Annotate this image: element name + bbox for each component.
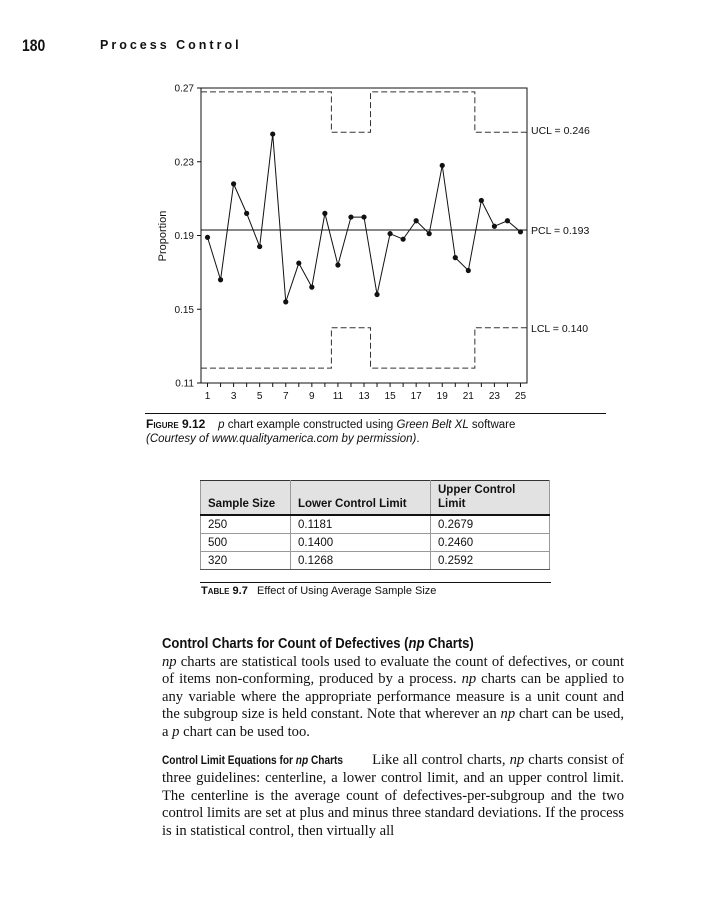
text-run: charts are statistical tools used to evaluate the count of defectives, or count of items non-conforming, produced by a process. [162, 654, 624, 688]
table-row [201, 534, 550, 552]
data-point [387, 231, 392, 236]
y-tick-label: 0.11 [175, 378, 194, 390]
x-tick-label: 11 [332, 391, 344, 402]
control-limits [201, 92, 527, 368]
lcl-annotation: LCL = 0.140 [531, 323, 589, 335]
table-cell: 0.2679 [431, 515, 550, 534]
table-header-row [201, 481, 550, 516]
table-cell: 0.2460 [431, 534, 550, 552]
data-series [205, 131, 523, 304]
data-point [296, 261, 301, 266]
text-np: np [500, 706, 516, 723]
data-point [231, 181, 236, 186]
x-tick-label: 15 [384, 391, 396, 402]
figure-caption-software: Green Belt XL [396, 419, 469, 431]
y-axis [175, 84, 201, 390]
data-point [348, 214, 353, 219]
runin-heading [162, 753, 343, 770]
text-run: charts can be applied to any variable where the appropriate performance measure is a unit count and the subgroup size is held constant. Note that wherever an [162, 671, 625, 723]
data-point [309, 285, 314, 290]
runin-a: Control Limit Equations for [162, 755, 296, 767]
data-point [518, 229, 523, 234]
data-point [479, 198, 484, 203]
figure-caption-end: software [468, 419, 516, 431]
control-limit-table [200, 480, 550, 570]
table-rule [200, 582, 551, 583]
figure-label: Figure 9.12 [146, 417, 206, 431]
table-cell: 250 [201, 515, 291, 534]
data-point [218, 277, 223, 282]
y-tick-label: 0.19 [174, 231, 194, 242]
table-cell: 0.1400 [291, 534, 431, 552]
table-caption-text: Effect of Using Average Sample Size [257, 585, 437, 597]
pcl-annotation: PCL = 0.193 [531, 225, 590, 237]
data-point [244, 211, 249, 216]
ucl-annotation: UCL = 0.246 [531, 125, 590, 137]
figure-credit-end: . [416, 433, 420, 445]
data-point [492, 224, 497, 229]
x-tick-label: 7 [282, 391, 289, 402]
table-cell: 0.1268 [291, 552, 431, 570]
text-run: charts consist of three guidelines: centerline, a lower control limit, and an upper control limit. The centerline is the average count of defectives-per-subgroup and the two control limits are set at plus and minus three standard deviations. If the process is in statistical control, then virtually all [162, 752, 624, 839]
table-cell: 320 [201, 552, 291, 570]
figure-caption-mid: chart example constructed using [224, 419, 397, 431]
lcl-line [201, 328, 527, 368]
data-point [361, 214, 366, 219]
x-tick-label: 21 [462, 391, 474, 402]
text-np: np [509, 752, 525, 768]
x-tick-label: 5 [256, 391, 263, 402]
data-point [322, 211, 327, 216]
text-run: chart can be used, a [162, 706, 625, 740]
x-tick-label: 25 [514, 391, 527, 402]
data-point [270, 131, 275, 136]
x-tick-label: 1 [204, 391, 211, 402]
text-run: Like all control charts, [372, 752, 510, 768]
data-point [374, 292, 379, 297]
y-tick-label: 0.27 [174, 83, 194, 95]
table-label: Table 9.7 [201, 585, 248, 597]
data-point [427, 231, 432, 236]
data-point [414, 218, 419, 223]
data-point [453, 255, 458, 260]
data-point [257, 244, 262, 249]
header-ucl: Upper Control Limit [431, 481, 550, 516]
paragraph-np-intro [162, 654, 624, 741]
data-point [335, 262, 340, 267]
table-cell: 0.2592 [431, 552, 550, 570]
data-point [205, 235, 210, 240]
figure-credit: (Courtesy of www.qualityamerica.com by permission) [146, 433, 417, 445]
text-np: np [461, 671, 477, 688]
x-tick-label: 9 [309, 391, 315, 402]
data-point [466, 268, 471, 273]
section-heading-a: Control Charts for Count of Defectives ( [162, 636, 409, 652]
data-point [401, 237, 406, 242]
y-tick-label: 0.23 [174, 157, 194, 169]
figure-rule [145, 413, 606, 414]
header-lcl: Lower Control Limit [291, 481, 431, 516]
runin-np: np [295, 755, 309, 767]
table-row [201, 515, 550, 534]
x-tick-label: 13 [358, 391, 370, 402]
page-number: 180 [22, 36, 46, 55]
data-point [283, 299, 288, 304]
x-tick-label: 19 [436, 391, 448, 402]
y-axis-label: Proportion [157, 210, 169, 262]
header-sample-size: Sample Size [201, 481, 291, 516]
paragraph-np-limits [162, 752, 624, 840]
data-point [440, 163, 445, 168]
x-tick-label: 23 [488, 391, 500, 402]
section-heading-c: Charts) [424, 636, 474, 652]
table-cell: 0.1181 [291, 515, 431, 534]
ucl-line [201, 92, 527, 132]
running-title: Process Control [100, 38, 242, 52]
text-p: p [172, 723, 180, 740]
p-chart [0, 0, 715, 412]
table-row [201, 552, 550, 570]
x-tick-label: 17 [410, 391, 422, 402]
section-heading-np: np [408, 636, 425, 652]
table-cell: 500 [201, 534, 291, 552]
text-np: np [162, 654, 177, 670]
figure-caption [146, 417, 606, 446]
x-tick-label: 3 [230, 391, 237, 402]
data-point [505, 218, 510, 223]
table-caption [201, 585, 436, 597]
text-run: chart can be used too. [179, 723, 310, 740]
x-axis [205, 383, 527, 402]
figure-caption-p: p [218, 419, 225, 431]
section-heading [162, 636, 474, 652]
y-tick-label: 0.15 [174, 304, 194, 316]
runin-c: Charts [308, 755, 344, 767]
